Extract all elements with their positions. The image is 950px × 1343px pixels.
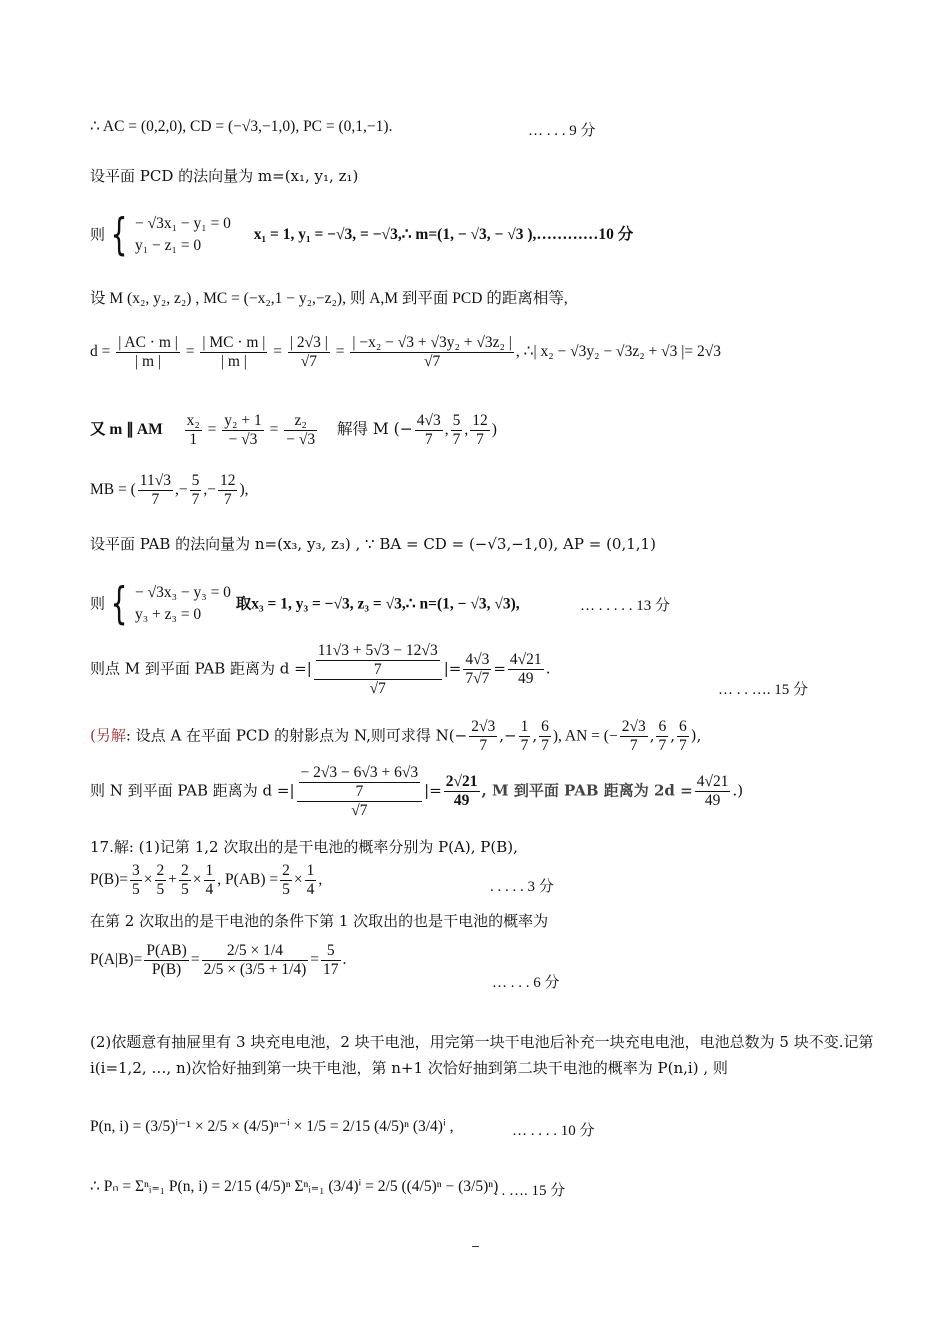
frac-2-5: $\frac{2}{5}$	[156, 862, 165, 898]
line-alternative-solution: (另解: 设点 A 在平面 PCD 的射影点为 N,则可求得 N(− $\frac{2√3}{7}$ ,− $\frac{1}{7}$ , $\frac{6}{7}$ ), AN = (− $\frac{2√3}{7}$ , $\frac{6}{7}$ , $\frac{6}{7}$ ),	[90, 718, 702, 754]
frac-m3: $\frac{12}{7}$	[472, 412, 488, 448]
brace-2: {	[110, 578, 128, 630]
score-3: . . . . . 3 分	[490, 879, 554, 895]
prefix-ze: 则	[90, 225, 106, 244]
line-problem-17: 17.解: (1)记第 1,2 次取出的是干电池的概率分别为 P(A), P(B),	[90, 838, 518, 856]
parallel-label: 又 m ∥ AM	[90, 420, 163, 438]
frac-1-4: $\frac{1}{4}$	[205, 862, 214, 898]
prefix-ze-2: 则	[90, 594, 106, 613]
line-vector-mb: MB = ( $\frac{11√3}{7}$ ,− $\frac{5}{7}$ ,− $\frac{12}{7}$ ),	[90, 472, 249, 508]
alt-text: : 设点 A 在平面 PCD 的射影点为 N,则可求得 N(−	[125, 726, 468, 745]
frac-an2: $\frac{6}{7}$	[658, 718, 667, 754]
line-conditional-intro: 在第 2 次取出的是干电池的条件下第 1 次取出的也是干电池的概率为	[90, 912, 549, 930]
solution-n: 取x₃ = 1, y₃ = −√3, z₃ = √3,∴ n=(1, − √3, √3),	[235, 595, 520, 613]
score-10: … . . . . 10 分	[512, 1123, 595, 1139]
frac-long: $\frac{\text{| −x₂ − √3 + √3y₂ + √3z₂ |}}{√7}$	[352, 334, 512, 370]
frac-pab-pb: $\frac{P(AB)}{P(B)}$	[146, 942, 187, 978]
alt-label: (另解	[90, 726, 126, 745]
distance-label: 则点 M 到平面 PAB 距离为 d =|	[90, 659, 312, 678]
line-pb: P(B)= $\frac{3}{5}$ × $\frac{2}{5}$ + $\frac{2}{5}$ × $\frac{1}{4}$ , P(AB) = $\frac{2}{5}$ × $\frac{1}{4}$ ,	[90, 862, 323, 898]
frac-ac-m: $\frac{| AC \cdot m |}{| m |}$	[118, 334, 178, 370]
frac-n2: $\frac{1}{7}$	[520, 718, 529, 754]
frac-2-5-b: $\frac{2}{5}$	[181, 862, 189, 898]
frac-2root21: $\frac{2√21}{49}$	[445, 773, 478, 810]
frac-m2: $\frac{5}{7}$	[452, 412, 461, 448]
frac-y2: $\frac{\text{y₂ + 1}}{- √3}$	[224, 412, 262, 448]
line-distance-m-pab: 则点 M 到平面 PAB 距离为 d =| $\frac{\frac{11√3 + 5√3 - 12√3}{7}}{√7}$ |= $\frac{4√3}{7√7}$ = $\frac{4√21}{49}$ .	[90, 642, 551, 697]
equation-system-2	[135, 582, 231, 627]
score-15-b: . . …. 15 分	[494, 1183, 566, 1199]
line-pn-sum: ∴ Pₙ = Σⁿᵢ₌₁ P(n, i) = 2/15 (4/5)ⁿ Σⁿᵢ₌₁ (3/4)ⁱ = 2/5 ((4/5)ⁿ − (3/5)ⁿ)	[90, 1178, 499, 1195]
frac-5-17: $\frac{5}{17}$	[323, 942, 339, 978]
brace: {	[110, 209, 128, 261]
frac-n3: $\frac{6}{7}$	[541, 718, 549, 754]
line-parallel-solve: 又 m ∥ AM $\frac{\text{x₂}}{1}$ = $\frac{\text{y₂ + 1}}{- √3}$ = $\frac{\text{z₂}}{- √3}$ 解得 M (− $\frac{4√3}{7}$ , $\frac{5}{7}$ , $\frac{12}{7}$ )	[90, 412, 497, 448]
score-6: … . . . 6 分	[492, 975, 560, 991]
d-label: d =	[90, 342, 111, 360]
frac-n1: $\frac{2√3}{7}$	[471, 718, 496, 754]
frac-3-5: $\frac{3}{5}$	[132, 862, 140, 898]
page-marker	[472, 1246, 479, 1247]
mb-label: MB = (	[90, 480, 136, 498]
frac-mb1: $\frac{11√3}{7}$	[139, 472, 171, 508]
line-part-2-cont: i(i=1,2, …, n)次恰好抽到第一块干电池，第 n+1 次恰好抽到第二块干电池的概率为 P(n,i) , 则	[90, 1059, 728, 1077]
frac-2-5-c: $\frac{2}{5}$	[282, 862, 290, 898]
an-label: ), AN = (−	[552, 727, 618, 745]
frac-4root21-b: $\frac{4√21}{49}$	[696, 773, 729, 810]
solution-m: x₁ = 1, y₁ = −√3, = −√3,∴ m=(1, − √3, − √3 ),…………10 分	[253, 226, 634, 244]
frac-m1: $\frac{4√3}{7}$	[416, 412, 441, 448]
frac-mb3: $\frac{12}{7}$	[219, 472, 236, 508]
frac-mb2: $\frac{5}{7}$	[191, 472, 200, 508]
solve-label: 解得 M (−	[336, 419, 413, 438]
line-conditional-prob: P(A|B)= $\frac{P(AB)}{P(B)}$ = $\frac{2/5 \times 1/4}{2/5 \times (3/5 + 1/4)}$ = $\frac{5}{17}$ .	[90, 942, 347, 978]
frac-x2: $\frac{\text{x₂}}{1}$	[186, 412, 200, 448]
line-vectors-ac-cd-pc: ∴ AC = (0,2,0), CD = (−√3,−1,0), PC = (0,1,−1).	[90, 118, 393, 135]
line-point-m: 设 M (x₂, y₂, z₂) , MC = (−x₂,1 − y₂,−z₂), 则 A,M 到平面 PCD 的距离相等,	[90, 290, 568, 307]
equation-4: y₃ + z₃ = 0	[135, 606, 202, 624]
score-9: … . . . 9 分	[528, 123, 596, 139]
line-pni: P(n, i) = (3/5)ⁱ⁻¹ × 2/5 × (4/5)ⁿ⁻ⁱ × 1/5 = 2/15 (4/5)ⁿ (3/4)ⁱ ,	[90, 1118, 454, 1135]
equation-system	[135, 213, 231, 258]
frac-2root3: $\frac{| 2√3 |}{√7}$	[289, 334, 328, 370]
line-system-pab	[90, 578, 520, 630]
frac-mc-m: $\frac{| MC \cdot m |}{| m |}$	[202, 334, 266, 370]
line-normal-vector-pab: 设平面 PAB 的法向量为 n=(x₃, y₃, z₃) , ∵ BA = CD = (−√3,−1,0), AP = (0,1,1)	[90, 535, 656, 553]
frac-1-4-b: $\frac{1}{4}$	[306, 862, 315, 898]
frac-an3: $\frac{6}{7}$	[679, 718, 687, 754]
score-13: … . . . . . 13 分	[580, 598, 671, 614]
line-system-pcd	[90, 209, 634, 261]
equation-2: y₁ − z₁ = 0	[135, 237, 202, 255]
line-distance-n-pab: 则 N 到平面 PAB 距离为 d =| $\frac{\frac{- 2√3 - 6√3 + 6√3}{7}}{√7}$ |= $\frac{2√21}{49}$ , M 到平面 PAB 距离为 2d = $\frac{4√21}{49}$ .)	[90, 764, 744, 819]
frac-complex: $\frac{2/5 \times 1/4}{2/5 \times (3/5 + 1/4)}$	[203, 942, 307, 978]
frac-4root21: $\frac{4√21}{49}$	[509, 651, 542, 688]
line-distance-equation: d = $\frac{| AC \cdot m |}{| m |}$ = $\frac{| MC \cdot m |}{| m |}$ = $\frac{| 2√3 |}{√7}$ = $\frac{\text{| −x₂ − √3 + √3y₂ + √3z₂ |}}{√7}$ , ∴| x₂ − √3y₂ − √3z₂ + √3 |= 2√3	[90, 334, 721, 370]
equation-1: − √3x₁ − y₁ = 0	[135, 215, 231, 232]
frac-4root3: $\frac{4√3}{7√7}$	[465, 651, 490, 688]
pb-label: P(B)=	[90, 870, 129, 888]
frac-z2: $\frac{\text{z₂}}{- √3}$	[286, 412, 316, 448]
line-normal-vector-pcd: 设平面 PCD 的法向量为 m=(x₁, y₁, z₁)	[90, 167, 359, 185]
pab-cond-label: P(A|B)=	[90, 950, 143, 968]
line-part-2: (2)依题意有抽屉里有 3 块充电电池，2 块干电池，用完第一块干电池后补充一块充电电池，电池总数为 5 块不变.记第	[90, 1033, 874, 1051]
frac-an1: $\frac{2√3}{7}$	[621, 718, 646, 754]
pab-label: , P(AB) =	[217, 870, 279, 888]
score-15-a: … . . …. 15 分	[718, 682, 809, 698]
distance-n-label: 则 N 到平面 PAB 距离为 d =|	[90, 781, 295, 800]
frac-big-n: $\frac{\frac{- 2√3 - 6√3 + 6√3}{7}}{√7}$	[297, 764, 423, 819]
frac-big-distance: $\frac{\frac{11√3 + 5√3 - 12√3}{7}}{√7}$	[314, 642, 442, 697]
distance-2d-text: , M 到平面 PAB 距离为 2d =	[481, 781, 693, 800]
equation-3: − √3x₃ − y₃ = 0	[135, 584, 231, 601]
distance-result: , ∴| x₂ − √3y₂ − √3z₂ + √3 |= 2√3	[515, 342, 721, 360]
